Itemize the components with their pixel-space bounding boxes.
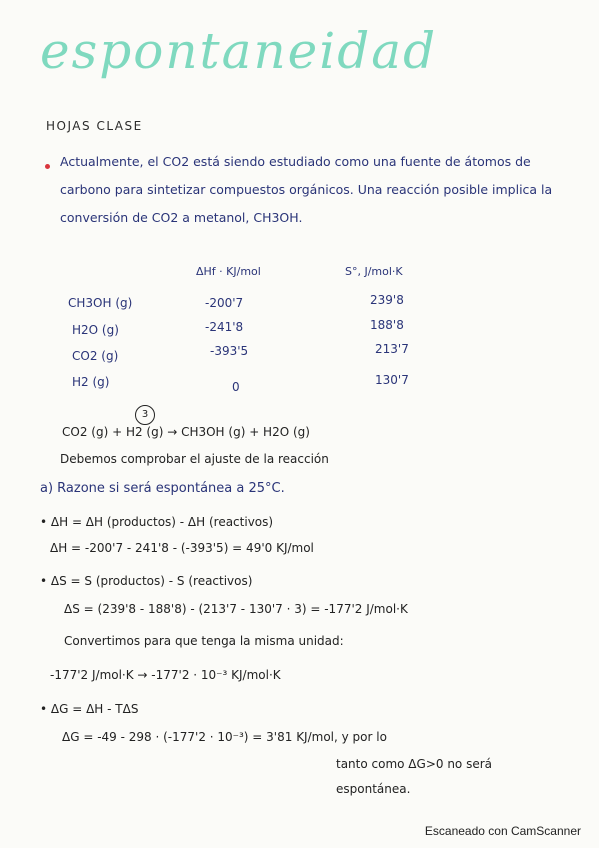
table-row-species: CO2 (g) <box>72 349 119 363</box>
dg-definition: • ΔG = ΔH - TΔS <box>40 702 139 716</box>
table-row-s: 213'7 <box>375 342 409 356</box>
subtitle: HOJAS CLASE <box>46 119 143 133</box>
coefficient-circle: 3 <box>135 405 155 425</box>
table-row-s: 188'8 <box>370 318 404 332</box>
table-row-species: H2O (g) <box>72 323 119 337</box>
dg-conclusion-line2: espontánea. <box>336 782 411 796</box>
adjust-note: Debemos comprobar el ajuste de la reacción <box>60 452 329 466</box>
convert-note: Convertimos para que tenga la misma unidad: <box>64 634 344 648</box>
bullet-dot <box>45 164 50 169</box>
page-title: espontaneidad <box>40 22 438 80</box>
intro-paragraph: Actualmente, el CO2 está siendo estudiado como una fuente de átomos de carbono para sintetizar compuestos orgánicos. Una reacción posible implica la conversión de CO2 a metanol, CH3OH. <box>60 154 553 225</box>
dg-conclusion-line1: tanto como ΔG>0 no será <box>336 757 493 771</box>
question-a: a) Razone si será espontánea a 25°C. <box>40 481 285 496</box>
table-row-s: 130'7 <box>375 373 409 387</box>
table-row-species: H2 (g) <box>72 375 110 389</box>
dh-definition: • ΔH = ΔH (productos) - ΔH (reactivos) <box>40 515 274 529</box>
ds-definition: • ΔS = S (productos) - S (reactivos) <box>40 574 253 588</box>
table-row-species: CH3OH (g) <box>68 296 133 310</box>
table-row-dh: 0 <box>232 380 240 394</box>
table-row-s: 239'8 <box>370 293 404 307</box>
table-row-dh: -393'5 <box>210 344 249 358</box>
convert-line: -177'2 J/mol·K → -177'2 · 10⁻³ KJ/mol·K <box>50 668 281 682</box>
dh-calculation: ΔH = -200'7 - 241'8 - (-393'5) = 49'0 KJ/mol <box>50 541 314 555</box>
reaction-equation: CO2 (g) + H2 (g) → CH3OH (g) + H2O (g) <box>62 425 310 439</box>
table-header-s: S°, J/mol·K <box>345 265 403 278</box>
table-header-dh: ΔHf · KJ/mol <box>196 265 261 278</box>
table-row-dh: -241'8 <box>205 320 244 334</box>
table-row-dh: -200'7 <box>205 296 244 310</box>
scanner-watermark: Escaneado con CamScanner <box>424 824 581 838</box>
ds-calculation: ΔS = (239'8 - 188'8) - (213'7 - 130'7 · 3) = -177'2 J/mol·K <box>64 602 408 616</box>
dg-calculation: ΔG = -49 - 298 · (-177'2 · 10⁻³) = 3'81 KJ/mol, y por lo <box>62 730 387 744</box>
